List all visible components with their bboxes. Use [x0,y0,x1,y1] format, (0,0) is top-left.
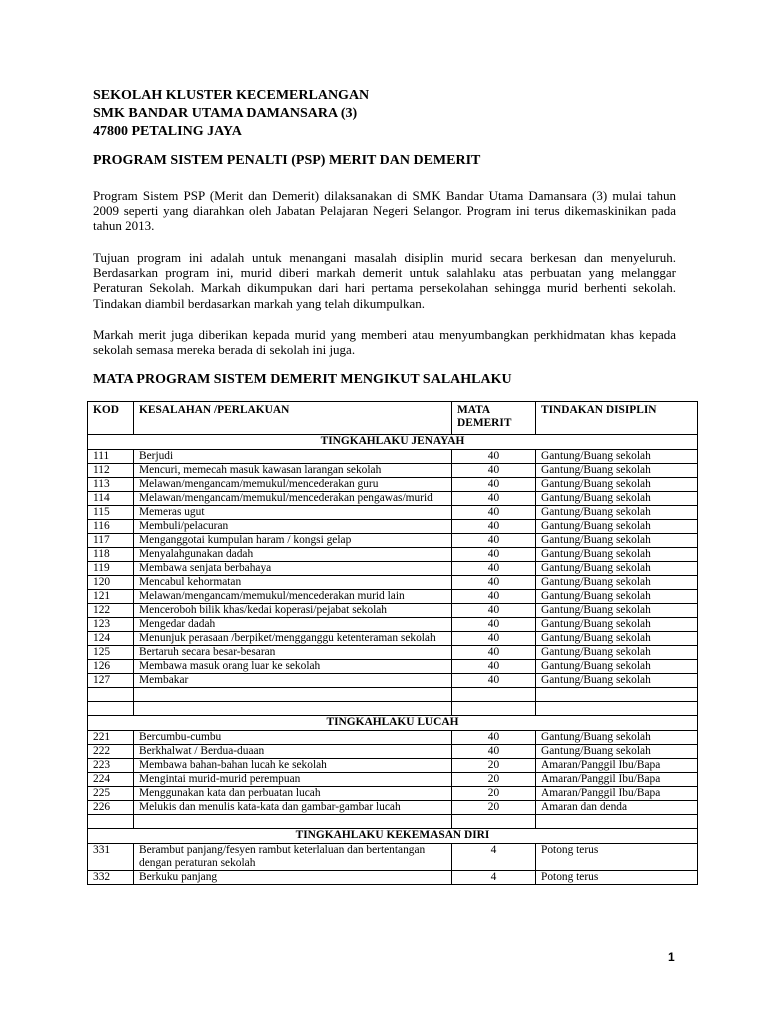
table-row [88,520,698,534]
table-row [88,801,698,815]
kod-cell: 120 [88,576,134,590]
table-row [88,660,698,674]
tindakan-cell: Potong terus [536,844,698,871]
blank-cell [88,688,134,702]
kod-cell: 122 [88,604,134,618]
program-title: PROGRAM SISTEM PENALTI (PSP) MERIT DAN DEMERIT [93,153,481,168]
kesalahan-cell: Bercumbu-cumbu [134,731,452,745]
table-row [88,464,698,478]
kesalahan-cell: Mengintai murid-murid perempuan [134,773,452,787]
mata-demerit-cell: 40 [452,618,536,632]
kod-cell: 111 [88,450,134,464]
header-kesalahan: KESALAHAN /PERLAKUAN [134,402,452,435]
table-row [88,478,698,492]
kesalahan-cell: Melukis dan menulis kata-kata dan gambar-gambar lucah [134,801,452,815]
kesalahan-cell: Mencuri, memecah masuk kawasan larangan sekolah [134,464,452,478]
mata-demerit-cell: 40 [452,534,536,548]
blank-cell [134,702,452,716]
intro-paragraph-1: Program Sistem PSP (Merit dan Demerit) dilaksanakan di SMK Bandar Utama Damansara (3) mulai tahun 2009 seperti yang diarahkan oleh Jabatan Pelajaran Negeri Selangor. Program ini terus dikemaskinikan pada tahun 2013. [93,188,676,234]
header-kod: KOD [88,402,134,435]
table-row [88,534,698,548]
mata-demerit-cell: 4 [452,844,536,871]
blank-cell [536,815,698,829]
table-row [88,506,698,520]
mata-demerit-cell: 40 [452,520,536,534]
kod-cell: 119 [88,562,134,576]
kesalahan-cell: Membawa masuk orang luar ke sekolah [134,660,452,674]
header-mata-demerit: MATA DEMERIT [452,402,536,435]
kesalahan-cell: Melawan/mengancam/memukul/mencederakan pengawas/murid [134,492,452,506]
tindakan-cell: Gantung/Buang sekolah [536,632,698,646]
category-row [88,435,698,450]
demerit-table [87,401,698,885]
tindakan-cell: Gantung/Buang sekolah [536,450,698,464]
tindakan-cell: Potong terus [536,871,698,885]
mata-demerit-cell: 40 [452,478,536,492]
kod-cell: 113 [88,478,134,492]
mata-demerit-cell: 40 [452,464,536,478]
blank-row [88,815,698,829]
tindakan-cell: Gantung/Buang sekolah [536,464,698,478]
kesalahan-cell: Berjudi [134,450,452,464]
kesalahan-cell: Menyalahgunakan dadah [134,548,452,562]
kod-cell: 118 [88,548,134,562]
table-row [88,773,698,787]
blank-cell [88,815,134,829]
table-row [88,450,698,464]
kesalahan-cell: Memeras ugut [134,506,452,520]
tindakan-cell: Gantung/Buang sekolah [536,478,698,492]
mata-demerit-cell: 20 [452,787,536,801]
kod-cell: 224 [88,773,134,787]
kod-cell: 226 [88,801,134,815]
kod-cell: 127 [88,674,134,688]
kod-cell: 332 [88,871,134,885]
blank-cell [134,688,452,702]
mata-demerit-cell: 20 [452,773,536,787]
tindakan-cell: Gantung/Buang sekolah [536,674,698,688]
tindakan-cell: Amaran/Panggil Ibu/Bapa [536,787,698,801]
kesalahan-cell: Bertaruh secara besar-besaran [134,646,452,660]
tindakan-cell: Gantung/Buang sekolah [536,576,698,590]
table-body [88,435,698,885]
mata-demerit-cell: 20 [452,759,536,773]
kesalahan-cell: Mengedar dadah [134,618,452,632]
tindakan-cell: Gantung/Buang sekolah [536,745,698,759]
table-row [88,590,698,604]
school-name-heading: SMK BANDAR UTAMA DAMANSARA (3) [93,106,358,121]
page-number: 1 [668,950,675,964]
category-row [88,716,698,731]
category-heading: TINGKAHLAKU KEKEMASAN DIRI [88,829,698,844]
school-address-heading: 47800 PETALING JAYA [93,124,242,139]
mata-demerit-cell: 40 [452,604,536,618]
table-row [88,844,698,871]
mata-demerit-cell: 40 [452,492,536,506]
table-row [88,759,698,773]
table-row [88,674,698,688]
table-row [88,618,698,632]
kod-cell: 126 [88,660,134,674]
mata-demerit-cell: 40 [452,731,536,745]
mata-demerit-cell: 40 [452,576,536,590]
kod-cell: 115 [88,506,134,520]
kesalahan-cell: Menceroboh bilik khas/kedai koperasi/pejabat sekolah [134,604,452,618]
table-row [88,604,698,618]
blank-cell [88,702,134,716]
category-heading: TINGKAHLAKU JENAYAH [88,435,698,450]
category-heading: TINGKAHLAKU LUCAH [88,716,698,731]
mata-demerit-cell: 40 [452,745,536,759]
table-row [88,731,698,745]
kod-cell: 225 [88,787,134,801]
kod-cell: 124 [88,632,134,646]
kesalahan-cell: Membakar [134,674,452,688]
tindakan-cell: Amaran/Panggil Ibu/Bapa [536,773,698,787]
tindakan-cell: Amaran dan denda [536,801,698,815]
blank-cell [536,702,698,716]
category-row [88,829,698,844]
intro-paragraph-2: Tujuan program ini adalah untuk menangani masalah disiplin murid secara berkesan dan menyeluruh. Berdasarkan program ini, murid diberi markah demerit untuk salahlaku atas perbuatan yang melanggar Peraturan Sekolah. Markah dikumpukan dari hari pertama persekolahan sehingga murid berhenti sekolah. Tindakan diambil berdasarkan markah yang telah dikumpulkan. [93,250,676,311]
table-row [88,492,698,506]
school-cluster-heading: SEKOLAH KLUSTER KECEMERLANGAN [93,88,370,103]
kesalahan-cell: Melawan/mengancam/memukul/mencederakan murid lain [134,590,452,604]
kod-cell: 331 [88,844,134,871]
kesalahan-cell: Menunjuk perasaan /berpiket/mengganggu ketenteraman sekolah [134,632,452,646]
blank-cell [452,688,536,702]
kod-cell: 222 [88,745,134,759]
mata-demerit-cell: 40 [452,450,536,464]
tindakan-cell: Gantung/Buang sekolah [536,548,698,562]
mata-demerit-cell: 40 [452,562,536,576]
kod-cell: 123 [88,618,134,632]
mata-demerit-cell: 40 [452,674,536,688]
tindakan-cell: Gantung/Buang sekolah [536,590,698,604]
table-row [88,548,698,562]
blank-row [88,688,698,702]
tindakan-cell: Gantung/Buang sekolah [536,731,698,745]
table-row [88,562,698,576]
kod-cell: 114 [88,492,134,506]
kesalahan-cell: Membawa bahan-bahan lucah ke sekolah [134,759,452,773]
kod-cell: 221 [88,731,134,745]
header-tindakan: TINDAKAN DISIPLIN [536,402,698,435]
kod-cell: 116 [88,520,134,534]
kod-cell: 125 [88,646,134,660]
table-row [88,787,698,801]
table-row [88,871,698,885]
kesalahan-cell: Berkhalwat / Berdua-duaan [134,745,452,759]
kesalahan-cell: Membuli/pelacuran [134,520,452,534]
mata-demerit-cell: 20 [452,801,536,815]
blank-cell [134,815,452,829]
blank-cell [452,815,536,829]
mata-demerit-cell: 40 [452,632,536,646]
tindakan-cell: Gantung/Buang sekolah [536,520,698,534]
kesalahan-cell: Melawan/mengancam/memukul/mencederakan guru [134,478,452,492]
mata-demerit-cell: 40 [452,660,536,674]
kod-cell: 112 [88,464,134,478]
tindakan-cell: Gantung/Buang sekolah [536,604,698,618]
tindakan-cell: Gantung/Buang sekolah [536,618,698,632]
mata-demerit-cell: 40 [452,506,536,520]
kod-cell: 121 [88,590,134,604]
blank-cell [536,688,698,702]
table-header-row [88,402,698,435]
table-row [88,646,698,660]
blank-cell [452,702,536,716]
kod-cell: 117 [88,534,134,548]
mata-demerit-cell: 40 [452,548,536,562]
blank-row [88,702,698,716]
kesalahan-cell: Berkuku panjang [134,871,452,885]
kesalahan-cell: Menganggotai kumpulan haram / kongsi gelap [134,534,452,548]
mata-demerit-cell: 4 [452,871,536,885]
kesalahan-cell: Mencabul kehormatan [134,576,452,590]
tindakan-cell: Amaran/Panggil Ibu/Bapa [536,759,698,773]
mata-demerit-cell: 40 [452,646,536,660]
table-row [88,632,698,646]
kesalahan-cell: Menggunakan kata dan perbuatan lucah [134,787,452,801]
table-title: MATA PROGRAM SISTEM DEMERIT MENGIKUT SALAHLAKU [93,372,512,387]
tindakan-cell: Gantung/Buang sekolah [536,492,698,506]
mata-demerit-cell: 40 [452,590,536,604]
tindakan-cell: Gantung/Buang sekolah [536,562,698,576]
kod-cell: 223 [88,759,134,773]
kesalahan-cell: Membawa senjata berbahaya [134,562,452,576]
table-row [88,576,698,590]
intro-paragraph-3: Markah merit juga diberikan kepada murid yang memberi atau menyumbangkan perkhidmatan khas kepada sekolah semasa mereka berada di sekolah ini juga. [93,327,676,358]
table-row [88,745,698,759]
kesalahan-cell: Berambut panjang/fesyen rambut keterlaluan dan bertentangan dengan peraturan sekolah [134,844,452,871]
tindakan-cell: Gantung/Buang sekolah [536,660,698,674]
tindakan-cell: Gantung/Buang sekolah [536,534,698,548]
tindakan-cell: Gantung/Buang sekolah [536,646,698,660]
tindakan-cell: Gantung/Buang sekolah [536,506,698,520]
